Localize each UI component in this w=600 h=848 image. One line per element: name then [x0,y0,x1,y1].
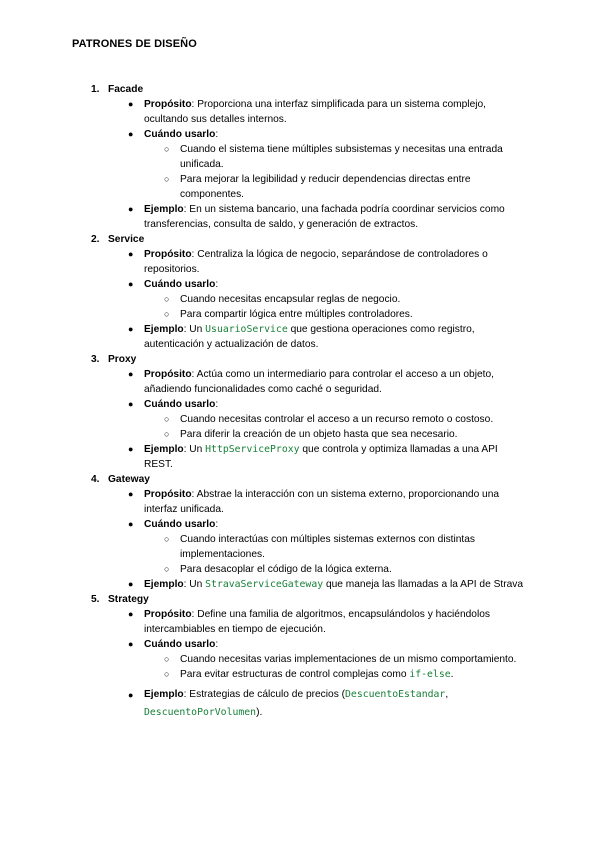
colon: : [215,519,219,530]
pattern-name: Strategy [108,594,149,605]
bullet-circle-icon: ○ [164,309,170,319]
proposito-text: : Abstrae la interacción con un sistema externo, proporcionando una interfaz unificada. [144,489,500,515]
bullet-dot-icon: ● [128,609,134,619]
sub-bullet [0,532,600,562]
bullet-proposito [0,607,600,637]
cuando-item: Cuando necesitas controlar el acceso a un recurso remoto o costoso. [180,414,494,425]
pattern-name: Service [108,234,145,245]
sub-bullet [0,427,600,442]
bullet-cuando [0,397,600,412]
bullet-dot-icon: ● [128,204,134,214]
bullet-cuando [0,277,600,292]
cuando-item: Cuando el sistema tiene múltiples subsistemas y necesitas una entrada unificada. [180,144,503,170]
pattern-number: 4. [91,474,100,485]
ejemplo-label: Ejemplo [144,444,184,455]
proposito-label: Propósito [144,99,192,110]
bullet-circle-icon: ○ [164,429,170,439]
bullet-circle-icon: ○ [164,144,170,154]
sub-bullet [0,142,600,172]
bullet-circle-icon: ○ [164,294,170,304]
pattern-name: Facade [108,84,144,95]
ejemplo-text: que maneja las llamadas a la API de Strava [323,579,524,590]
ejemplo-text: , [445,689,449,700]
bullet-dot-icon: ● [128,99,134,109]
ejemplo-label: Ejemplo [144,689,184,700]
ejemplo-text: : Estrategias de cálculo de precios ( [183,689,346,700]
cuando-item: Para compartir lógica entre múltiples controladores. [180,309,413,320]
pattern-heading-strategy [0,592,600,607]
bullet-circle-icon: ○ [164,669,170,679]
ejemplo-label: Ejemplo [144,579,184,590]
ejemplo-text: : Un [183,444,206,455]
sub-bullet [0,667,600,682]
bullet-cuando [0,127,600,142]
bullet-proposito [0,97,600,127]
bullet-cuando [0,637,600,652]
bullet-circle-icon: ○ [164,534,170,544]
pattern-heading-proxy [0,352,600,367]
bullet-ejemplo [0,686,600,722]
pattern-number: 3. [91,354,100,365]
cuando-item: Para diferir la creación de un objeto hasta que sea necesario. [180,429,458,440]
sub-bullet [0,412,600,427]
pattern-heading-facade [0,82,600,97]
proposito-text: : Define una familia de algoritmos, encapsulándolos y haciéndolos intercambiables en tiempo de ejecución. [144,609,490,635]
bullet-cuando [0,517,600,532]
code-snippet: DescuentoEstandar [345,689,446,700]
bullet-dot-icon: ● [128,129,134,139]
sub-bullet [0,172,600,202]
bullet-dot-icon: ● [128,324,134,334]
bullet-dot-icon: ● [128,639,134,649]
cuando-label: Cuándo usarlo [144,639,216,650]
cuando-item: Cuando interactúas con múltiples sistemas externos con distintas implementaciones. [180,534,476,560]
ejemplo-text: : En un sistema bancario, una fachada podría coordinar servicios como transferencias, consulta de saldo, y generación de extractos. [144,204,505,230]
proposito-label: Propósito [144,489,192,500]
bullet-dot-icon: ● [128,279,134,289]
ejemplo-label: Ejemplo [144,204,184,215]
pattern-heading-service [0,232,600,247]
code-snippet: HttpServiceProxy [205,444,300,455]
ejemplo-text: ). [256,707,263,718]
bullet-dot-icon: ● [128,399,134,409]
proposito-text: : Centraliza la lógica de negocio, separándose de controladores o repositorios. [144,249,488,275]
pattern-heading-gateway [0,472,600,487]
colon: : [215,129,219,140]
code-snippet: UsuarioService [205,324,288,335]
cuando-label: Cuándo usarlo [144,129,216,140]
sub-bullet [0,562,600,577]
code-snippet: DescuentoPorVolumen [144,707,257,718]
cuando-label: Cuándo usarlo [144,279,216,290]
proposito-label: Propósito [144,249,192,260]
cuando-item: Para mejorar la legibilidad y reducir dependencias directas entre componentes. [180,174,471,200]
document-body [0,82,600,722]
page-title: PATRONES DE DISEÑO [72,38,197,50]
ejemplo-text: que gestiona operaciones como registro, autenticación y actualización de datos. [144,324,475,350]
bullet-ejemplo [0,322,600,352]
ejemplo-text: que controla y optimiza llamadas a una API REST. [144,444,498,470]
cuando-label: Cuándo usarlo [144,399,216,410]
bullet-ejemplo [0,202,600,232]
bullet-ejemplo [0,442,600,472]
pattern-name: Proxy [108,354,137,365]
bullet-proposito [0,367,600,397]
bullet-proposito [0,487,600,517]
sub-bullet [0,292,600,307]
code-snippet: if-else [409,669,451,680]
cuando-item: Para evitar estructuras de control complejas como [180,669,410,680]
ejemplo-label: Ejemplo [144,324,184,335]
bullet-circle-icon: ○ [164,654,170,664]
bullet-dot-icon: ● [128,489,134,499]
bullet-dot-icon: ● [128,690,134,700]
bullet-dot-icon: ● [128,579,134,589]
bullet-dot-icon: ● [128,369,134,379]
bullet-proposito [0,247,600,277]
bullet-circle-icon: ○ [164,174,170,184]
proposito-label: Propósito [144,369,192,380]
proposito-text: : Actúa como un intermediario para controlar el acceso a un objeto, añadiendo funcionalidades como caché o seguridad. [144,369,494,395]
proposito-label: Propósito [144,609,192,620]
cuando-label: Cuándo usarlo [144,519,216,530]
ejemplo-text: : Un [183,324,206,335]
colon: : [215,639,219,650]
bullet-circle-icon: ○ [164,414,170,424]
cuando-item: Para desacoplar el código de la lógica externa. [180,564,392,575]
code-snippet: StravaServiceGateway [205,579,324,590]
colon: : [215,399,219,410]
pattern-name: Gateway [108,474,150,485]
sub-bullet [0,307,600,322]
cuando-item: Cuando necesitas varias implementaciones de un mismo comportamiento. [180,654,517,665]
pattern-number: 1. [91,84,100,95]
bullet-dot-icon: ● [128,249,134,259]
sub-bullet [0,652,600,667]
colon: : [215,279,219,290]
pattern-number: 5. [91,594,100,605]
bullet-circle-icon: ○ [164,564,170,574]
bullet-dot-icon: ● [128,519,134,529]
cuando-item: . [450,669,454,680]
pattern-number: 2. [91,234,100,245]
bullet-dot-icon: ● [128,444,134,454]
cuando-item: Cuando necesitas encapsular reglas de negocio. [180,294,401,305]
ejemplo-text: : Un [183,579,206,590]
bullet-ejemplo [0,577,600,592]
proposito-text: : Proporciona una interfaz simplificada para un sistema complejo, ocultando sus detalles internos. [144,99,486,125]
